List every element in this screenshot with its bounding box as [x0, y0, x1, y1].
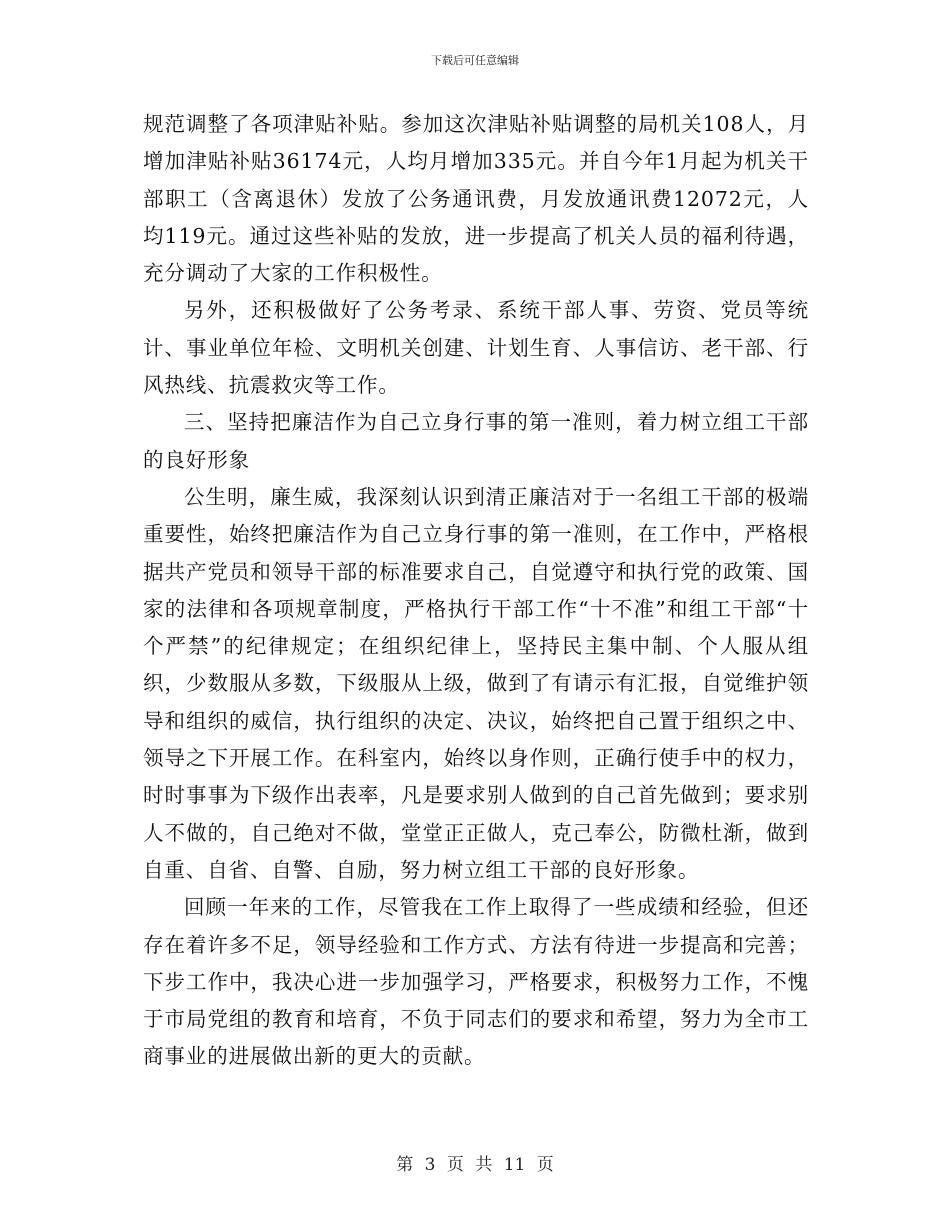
document-body	[143, 106, 809, 1076]
paragraph-integrity: 公生明，廉生威，我深刻认识到清正廉洁对于一名组工干部的极端重要性，始终把廉洁作为自己立身行事的第一准则，在工作中，严格根据共产党员和领导干部的标准要求自己，自觉遵守和执行党的政策、国家的法律和各项规章制度，严格执行干部工作“十不准”和组工干部“十个严禁”的纪律规定；在组织纪律上，坚持民主集中制、个人服从组织，少数服从多数，下级服从上级，做到了有请示有汇报，自觉维护领导和组织的威信，执行组织的决定、决议，始终把自己置于组织之中、领导之下开展工作。在科室内，始终以身作则，正确行使手中的权力，时时事事为下级作出表率，凡是要求别人做到的自己首先做到；要求别人不做的，自己绝对不做，堂堂正正做人，克己奉公，防微杜渐，做到自重、自省、自警、自励，努力树立组工干部的良好形象。	[143, 484, 809, 882]
section-heading-integrity: 三、坚持把廉洁作为自己立身行事的第一准则，着力树立组工干部的良好形象	[143, 410, 809, 472]
page-header: 下载后可任意编辑	[431, 54, 519, 67]
paragraph-allowances: 规范调整了各项津贴补贴。参加这次津贴补贴调整的局机关108人，月增加津贴补贴36174元，人均月增加335元。并自今年1月起为机关干部职工（含离退休）发放了公务通讯费，月发放通讯费12072元，人均119元。通过这些补贴的发放，进一步提高了机关人员的福利待遇，充分调动了大家的工作积极性。	[143, 112, 809, 286]
page-number-footer: 第 3 页 共 11 页	[396, 1155, 554, 1175]
paragraph-review: 回顾一年来的工作，尽管我在工作上取得了一些成绩和经验，但还存在着许多不足，领导经验和工作方式、方法有待进一步提高和完善；下步工作中，我决心进一步加强学习，严格要求，积极努力工作，不愧于市局党组的教育和培育，不负于同志们的要求和希望，努力为全市工商事业的进展做出新的更大的贡献。	[143, 895, 809, 1069]
paragraph-other-work: 另外，还积极做好了公务考录、系统干部人事、劳资、党员等统计、事业单位年检、文明机关创建、计划生育、人事信访、老干部、行风热线、抗震救灾等工作。	[143, 298, 809, 398]
